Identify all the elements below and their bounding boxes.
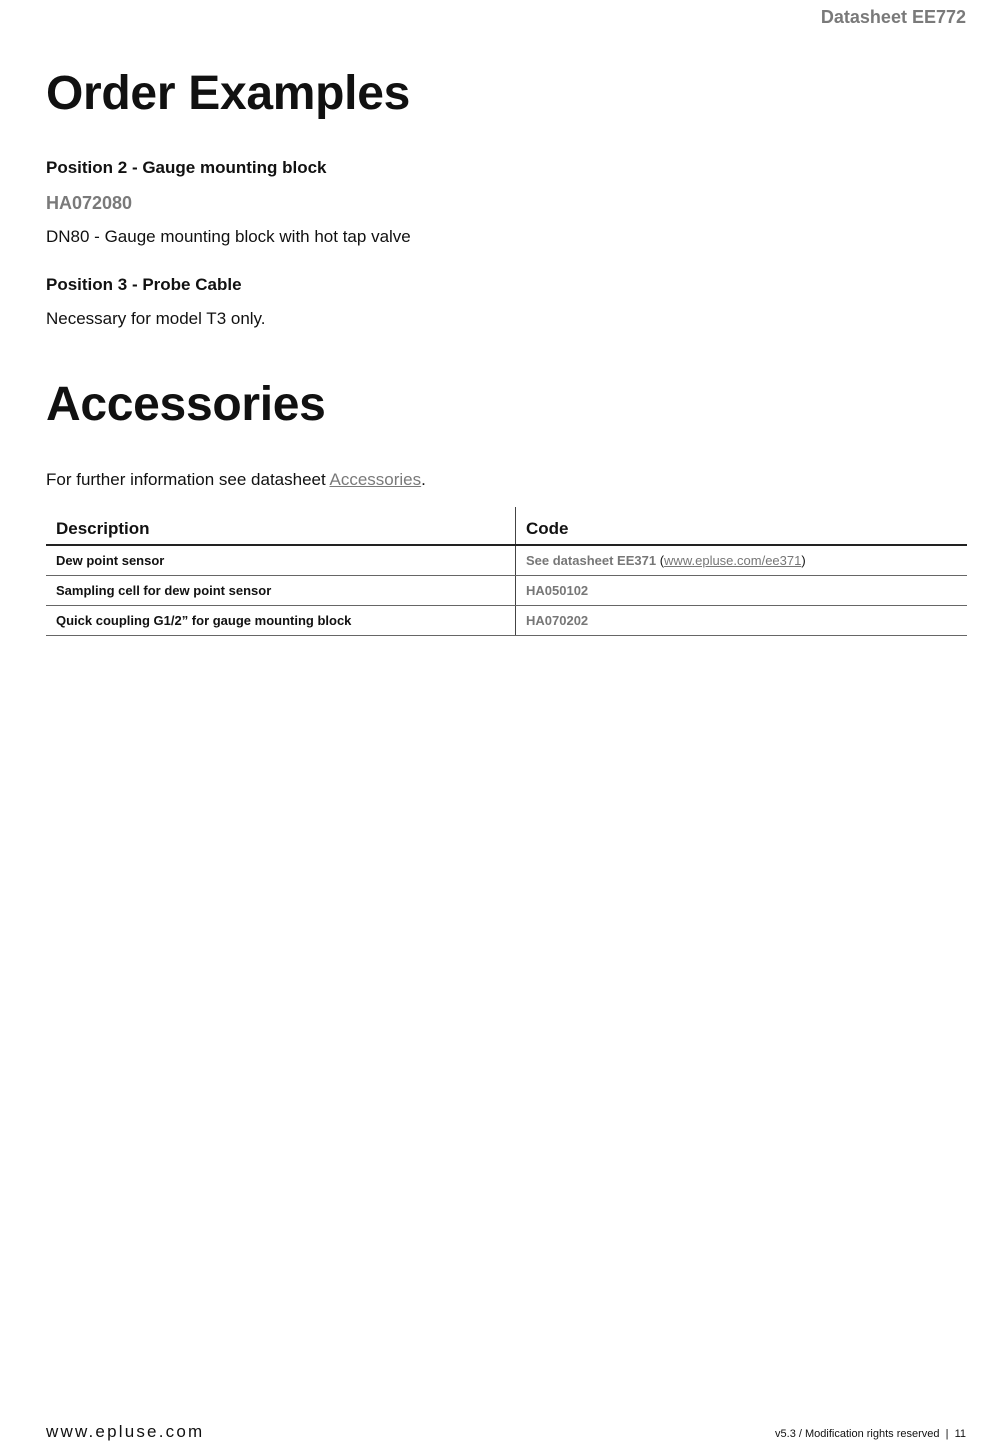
row-code-text: See datasheet EE371 xyxy=(526,553,660,568)
row-description: Sampling cell for dew point sensor xyxy=(46,576,516,606)
row-code-paren-close: ) xyxy=(801,553,806,568)
accessories-intro-text: For further information see datasheet xyxy=(46,470,330,489)
position-2-description: DN80 - Gauge mounting block with hot tap valve xyxy=(46,227,411,246)
order-examples-title: Order Examples xyxy=(46,67,410,120)
row-code: HA070202 xyxy=(516,606,968,636)
row-description: Dew point sensor xyxy=(46,545,516,576)
column-header-code: Code xyxy=(516,507,968,545)
accessories-intro xyxy=(46,470,426,490)
position-2-heading: Position 2 - Gauge mounting block xyxy=(46,158,327,177)
table-header-row xyxy=(46,507,967,545)
ee371-link[interactable]: www.epluse.com/ee371 xyxy=(664,553,802,568)
position-3-heading: Position 3 - Probe Cable xyxy=(46,275,242,294)
table-row xyxy=(46,606,967,636)
row-description: Quick coupling G1/2” for gauge mounting block xyxy=(46,606,516,636)
row-code xyxy=(516,545,968,576)
footer-website[interactable]: www.epluse.com xyxy=(46,1422,205,1441)
document-label: Datasheet EE772 xyxy=(820,7,966,27)
accessories-datasheet-link[interactable]: Accessories xyxy=(329,470,422,489)
row-code-paren-open: ( xyxy=(659,553,665,568)
accessories-intro-suffix: . xyxy=(421,470,426,489)
column-header-description: Description xyxy=(46,507,516,545)
accessories-table xyxy=(46,507,967,636)
position-2-code: HA072080 xyxy=(46,193,133,213)
accessories-title: Accessories xyxy=(46,378,326,431)
table-row xyxy=(46,576,967,606)
row-code: HA050102 xyxy=(516,576,968,606)
table-row xyxy=(46,545,967,576)
footer-version-page: v5.3 / Modification rights reserved | 11 xyxy=(775,1428,966,1440)
position-3-note: Necessary for model T3 only. xyxy=(46,309,266,328)
